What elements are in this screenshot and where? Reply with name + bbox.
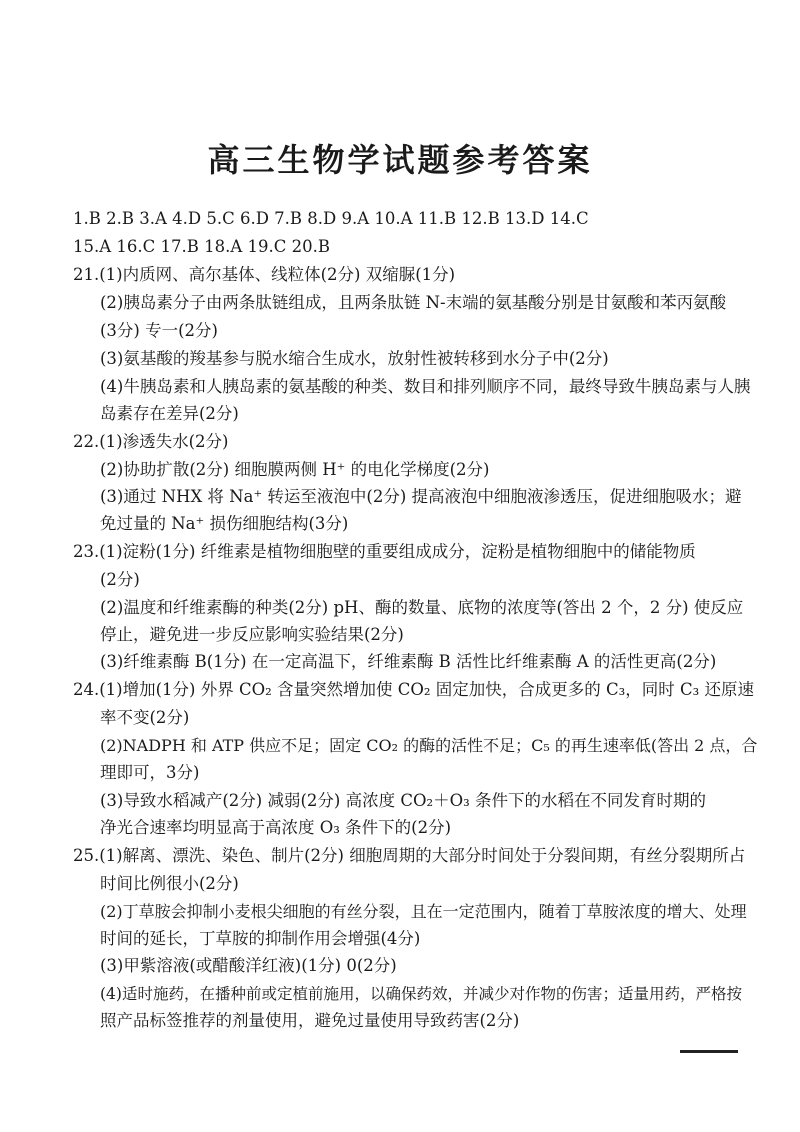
q21-part2-line1: (2)胰岛素分子由两条肽链组成，且两条肽链 N-末端的氨基酸分别是甘氨酸和苯丙氨酸 bbox=[100, 293, 727, 312]
q23-part1-line1: 23.(1)淀粉(1分) 纤维素是植物细胞壁的重要组成成分，淀粉是植物细胞中的储能物质 bbox=[73, 542, 696, 561]
q22-part3-line1: (3)通过 NHX 将 Na⁺ 转运至液泡中(2分) 提高液泡中细胞液渗透压，促进细胞吸水；避 bbox=[100, 487, 742, 506]
mc-answers-line-2: 15.A 16.C 17.B 18.A 19.C 20.B bbox=[73, 237, 330, 256]
q23-part2-line1: (2)温度和纤维素酶的种类(2分) pH、酶的数量、底物的浓度等(答出 2 个，2 分) 使反应 bbox=[100, 598, 744, 617]
q24-part3-line2: 净光合速率均明显高于高浓度 O₃ 条件下的(2分) bbox=[100, 818, 452, 837]
q23-part1-line2: (2分) bbox=[100, 570, 140, 589]
page-title: 高三生物学试题参考答案 bbox=[207, 141, 593, 179]
q25-part4-line2: 照产品标签推荐的剂量使用，避免过量使用导致药害(2分) bbox=[100, 1011, 520, 1030]
q24-part2-line1: (2)NADPH 和 ATP 供应不足；固定 CO₂ 的酶的活性不足；C₅ 的再生速率低(答出 2 点，合 bbox=[100, 736, 758, 755]
footer-page-mark bbox=[680, 1050, 738, 1053]
q21-part1: 21.(1)内质网、高尔基体、线粒体(2分) 双缩脲(1分) bbox=[73, 265, 456, 284]
q22-part1: 22.(1)渗透失水(2分) bbox=[73, 432, 229, 451]
q21-part3: (3)氨基酸的羧基参与脱水缩合生成水，放射性被转移到水分子中(2分) bbox=[100, 349, 609, 368]
q25-part4-line1: (4)适时施药，在播种前或定植前施用，以确保药效，并减少对作物的伤害；适量用药，严格按 bbox=[100, 985, 742, 1003]
q21-part4-line2: 岛素存在差异(2分) bbox=[100, 404, 239, 423]
q25-part1-line1: 25.(1)解离、漂洗、染色、制片(2分) 细胞周期的大部分时间处于分裂间期，有丝分裂期所占 bbox=[73, 846, 746, 865]
q25-part2-line1: (2)丁草胺会抑制小麦根尖细胞的有丝分裂，且在一定范围内，随着丁草胺浓度的增大、处理 bbox=[100, 902, 747, 921]
q23-part2-line2: 停止，避免进一步反应影响实验结果(2分) bbox=[100, 625, 404, 644]
q22-part3-line2: 免过量的 Na⁺ 损伤细胞结构(3分) bbox=[100, 514, 349, 533]
q22-part2: (2)协助扩散(2分) 细胞膜两侧 H⁺ 的电化学梯度(2分) bbox=[100, 460, 490, 479]
q24-part1-line1: 24.(1)增加(1分) 外界 CO₂ 含量突然增加使 CO₂ 固定加快，合成更多的 C₃，同时 C₃ 还原速 bbox=[73, 680, 754, 699]
q21-part2-line2: (3分) 专一(2分) bbox=[100, 321, 218, 340]
q21-part4-line1: (4)牛胰岛素和人胰岛素的氨基酸的种类、数目和排列顺序不同，最终导致牛胰岛素与人胰 bbox=[100, 377, 751, 396]
q24-part3-line1: (3)导致水稻减产(2分) 减弱(2分) 高浓度 CO₂＋O₃ 条件下的水稻在不同发育时期的 bbox=[100, 791, 707, 810]
q23-part3: (3)纤维素酶 B(1分) 在一定高温下，纤维素酶 B 活性比纤维素酶 A 的活性更高(2分) bbox=[100, 652, 717, 671]
q24-part2-line2: 理即可，3分) bbox=[100, 763, 200, 782]
q25-part2-line2: 时间的延长，丁草胺的抑制作用会增强(4分) bbox=[100, 929, 421, 948]
mc-answers-line-1: 1.B 2.B 3.A 4.D 5.C 6.D 7.B 8.D 9.A 10.A 11.B 12.B 13.D 14.C bbox=[73, 209, 589, 228]
q25-part1-line2: 时间比例很小(2分) bbox=[100, 874, 239, 893]
q25-part3: (3)甲紫溶液(或醋酸洋红液)(1分) 0(2分) bbox=[100, 956, 397, 975]
q24-part1-line2: 率不变(2分) bbox=[100, 708, 190, 727]
